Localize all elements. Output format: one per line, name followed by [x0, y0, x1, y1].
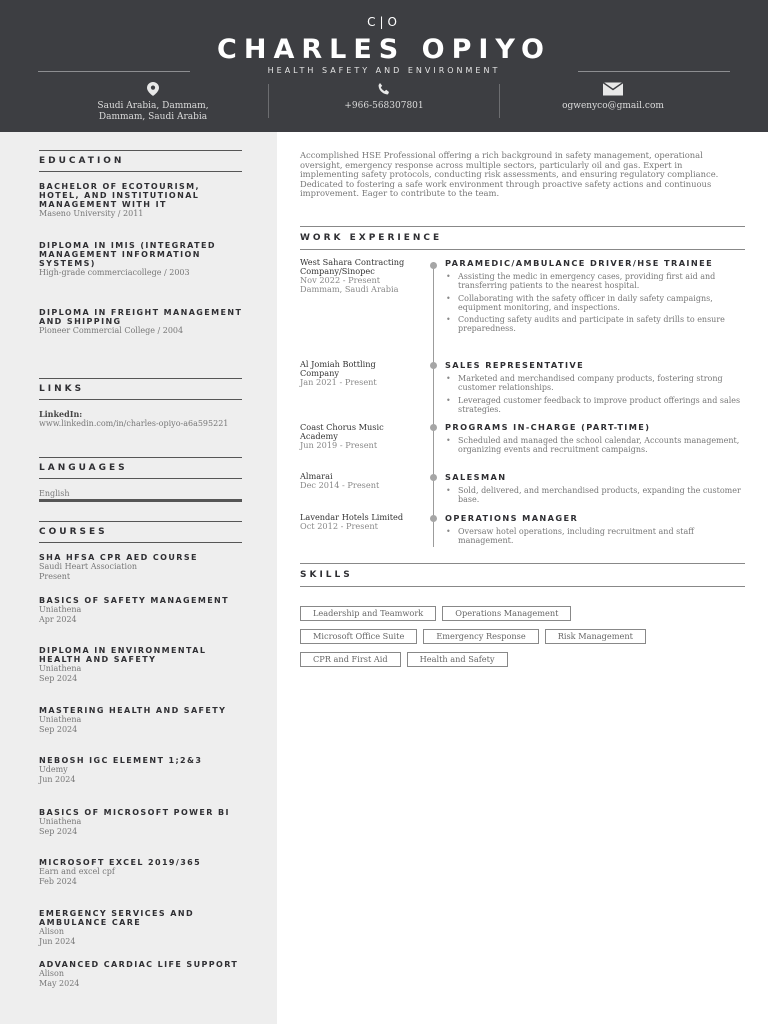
- timeline-dot: [430, 424, 437, 431]
- linkedin-link[interactable]: www.linkedin.com/in/charles-opiyo-a6a595221: [39, 419, 229, 428]
- skill-chip: Leadership and Teamwork: [300, 606, 436, 621]
- work-experience-heading: WORK EXPERIENCE: [300, 226, 745, 250]
- course-title: NEBOSH IGC ELEMENT 1;2&3: [39, 756, 203, 765]
- phone-icon: [377, 82, 391, 96]
- company-name: West Sahara Contracting Company/Sinopec: [300, 257, 405, 276]
- professional-summary: Accomplished HSE Professional offering a rich background in safety management, operational oversight, emergency response across multiple sectors, particularly oil and gas. Expert in implementing safety protocols, conducting risk assessments, and ensuring regulatory compliance. Dedicated to fostering a safe work environment through proactive safety actions and continuous improvement. Eager to contribute to the team.: [300, 150, 719, 198]
- course-org: Alison: [39, 969, 64, 978]
- job-bullet: • Scheduled and managed the school calendar, Accounts management, organizing events and recruitment campaigns.: [458, 436, 743, 455]
- course-date: Apr 2024: [39, 615, 77, 624]
- job-meta: [300, 513, 415, 531]
- job-detail: [445, 514, 743, 549]
- institution: High-grade commerciacollege / 2003: [39, 268, 190, 277]
- skills-row: [300, 624, 750, 647]
- monogram: C|O: [367, 15, 401, 29]
- course-date: Sep 2024: [39, 674, 78, 683]
- course-org: Uniathena: [39, 664, 82, 673]
- job-bullets: [445, 272, 743, 334]
- job-subtitle: HEALTH SAFETY AND ENVIRONMENT: [267, 66, 501, 75]
- job-bullet: • Conducting safety audits and participate in safety drills to ensure preparedness.: [458, 315, 743, 334]
- skills-heading: SKILLS: [300, 563, 745, 587]
- company-name: Coast Chorus Music Academy: [300, 422, 384, 441]
- institution: Maseno University / 2011: [39, 209, 144, 218]
- skill-chip: Risk Management: [545, 629, 646, 644]
- candidate-name: CHARLES OPIYO: [217, 34, 551, 65]
- job-bullet: • Marketed and merchandised company products, fostering strong customer relationships.: [458, 374, 743, 393]
- job-title: PARAMEDIC/AMBULANCE DRIVER/HSE TRAINEE: [445, 258, 714, 268]
- contact-email[interactable]: [530, 82, 696, 112]
- job-meta: [300, 472, 415, 490]
- course-title: MASTERING HEALTH AND SAFETY: [39, 706, 227, 715]
- course-date: Sep 2024: [39, 827, 78, 836]
- linkedin-label: LinkedIn:: [39, 409, 83, 419]
- links-heading: LINKS: [39, 378, 242, 400]
- job-location: Dammam, Saudi Arabia: [300, 284, 399, 294]
- job-bullets: [445, 374, 743, 414]
- timeline-dot: [430, 515, 437, 522]
- course-date: Jun 2024: [39, 937, 76, 946]
- skills-list: [300, 601, 750, 670]
- company-name: Almarai: [300, 471, 333, 481]
- job-dates: Dec 2014 - Present: [300, 480, 380, 490]
- course-item: [39, 756, 244, 785]
- course-title: MICROSOFT EXCEL 2019/365: [39, 858, 202, 867]
- job-bullet: • Collaborating with the safety officer in daily safety campaigns, equipment monitoring, and inspections.: [458, 294, 743, 313]
- job-bullet: • Assisting the medic in emergency cases, providing first aid and transferring patients to the nearest hospital.: [458, 272, 743, 291]
- skill-chip: CPR and First Aid: [300, 652, 401, 667]
- education-item: [39, 241, 244, 278]
- job-title: SALES REPRESENTATIVE: [445, 360, 585, 370]
- skill-chip: Operations Management: [442, 606, 571, 621]
- job-dates: Oct 2012 - Present: [300, 521, 378, 531]
- course-item: [39, 553, 244, 582]
- job-title: SALESMAN: [445, 472, 507, 482]
- job-meta: [300, 360, 415, 387]
- job-bullet: • Leveraged customer feedback to improve product offerings and sales strategies.: [458, 396, 743, 415]
- course-item: [39, 808, 244, 837]
- email-icon: [603, 82, 623, 96]
- job-meta: [300, 423, 415, 450]
- course-title: BASICS OF MICROSOFT POWER BI: [39, 808, 230, 817]
- skills-row: [300, 647, 750, 670]
- course-org: Udemy: [39, 765, 68, 774]
- course-date: Present: [39, 572, 71, 581]
- language-name: English: [39, 489, 70, 498]
- language-level-bar: [39, 499, 242, 502]
- location-text: Saudi Arabia, Dammam, Dammam, Saudi Arabia: [97, 101, 209, 122]
- job-bullets: [445, 436, 743, 455]
- job-bullet: • Sold, delivered, and merchandised products, expanding the customer base.: [458, 486, 743, 505]
- job-bullets: [445, 527, 743, 546]
- course-title: ADVANCED CARDIAC LIFE SUPPORT: [39, 960, 239, 969]
- job-detail: [445, 259, 743, 337]
- courses-heading: COURSES: [39, 521, 242, 543]
- skill-chip: Microsoft Office Suite: [300, 629, 417, 644]
- timeline-dot: [430, 474, 437, 481]
- course-item: [39, 646, 244, 684]
- course-date: Sep 2024: [39, 725, 78, 734]
- degree-title: DIPLOMA IN IMIS (INTEGRATED MANAGEMENT INFORMATION SYSTEMS): [39, 241, 216, 268]
- links-block: [39, 409, 244, 429]
- course-org: Earn and excel cpf: [39, 867, 115, 876]
- timeline-dot: [430, 362, 437, 369]
- course-title: SHA HFSA CPR AED COURSE: [39, 553, 198, 562]
- education-item: [39, 308, 244, 336]
- job-detail: [445, 473, 743, 508]
- resume-header: [0, 0, 768, 132]
- course-org: Uniathena: [39, 817, 82, 826]
- email-text: ogwenyco@gmail.com: [562, 101, 664, 111]
- job-meta: [300, 258, 415, 294]
- language-item: [39, 489, 244, 499]
- job-bullets: [445, 486, 743, 505]
- course-org: Uniathena: [39, 715, 82, 724]
- course-title: DIPLOMA IN ENVIRONMENTAL HEALTH AND SAFETY: [39, 646, 207, 664]
- skill-chip: Emergency Response: [423, 629, 538, 644]
- timeline-line: [433, 262, 434, 547]
- degree-title: DIPLOMA IN FREIGHT MANAGEMENT AND SHIPPING: [39, 308, 243, 326]
- education-item: [39, 182, 244, 219]
- course-org: Saudi Heart Association: [39, 562, 138, 571]
- institution: Pioneer Commercial College / 2004: [39, 326, 184, 335]
- divider: [499, 84, 500, 118]
- languages-heading: LANGUAGES: [39, 457, 242, 479]
- job-dates: Jun 2019 - Present: [300, 440, 378, 450]
- skills-row: [300, 601, 750, 624]
- company-name: Al Jomiah Bottling Company: [300, 359, 376, 378]
- location-pin-icon: [147, 82, 159, 96]
- job-title: PROGRAMS IN-CHARGE (PART-TIME): [445, 422, 651, 432]
- course-item: [39, 596, 244, 625]
- job-title: OPERATIONS MANAGER: [445, 513, 579, 523]
- course-org: Alison: [39, 927, 64, 936]
- course-item: [39, 909, 244, 947]
- contact-location: [78, 82, 228, 123]
- job-bullet: • Oversaw hotel operations, including recruitment and staff management.: [458, 527, 743, 546]
- education-heading: EDUCATION: [39, 150, 242, 172]
- course-date: Feb 2024: [39, 877, 77, 886]
- divider: [268, 84, 269, 118]
- contact-phone[interactable]: [300, 82, 468, 112]
- skill-chip: Health and Safety: [407, 652, 508, 667]
- degree-title: BACHELOR OF ECOTOURISM, HOTEL, AND INSTITUTIONAL MANAGEMENT WITH IT: [39, 182, 200, 209]
- job-detail: [445, 423, 743, 458]
- course-item: [39, 858, 244, 887]
- course-org: Uniathena: [39, 605, 82, 614]
- course-title: EMERGENCY SERVICES AND AMBULANCE CARE: [39, 909, 194, 927]
- company-name: Lavendar Hotels Limited: [300, 512, 404, 522]
- course-date: Jun 2024: [39, 775, 76, 784]
- timeline-dot: [430, 262, 437, 269]
- course-item: [39, 960, 244, 989]
- job-dates: Jan 2021 - Present: [300, 377, 377, 387]
- job-detail: [445, 361, 743, 417]
- course-date: May 2024: [39, 979, 80, 988]
- course-item: [39, 706, 244, 735]
- job-dates: Nov 2022 - Present: [300, 275, 381, 285]
- phone-text: +966-568307801: [344, 101, 424, 111]
- course-title: BASICS OF SAFETY MANAGEMENT: [39, 596, 230, 605]
